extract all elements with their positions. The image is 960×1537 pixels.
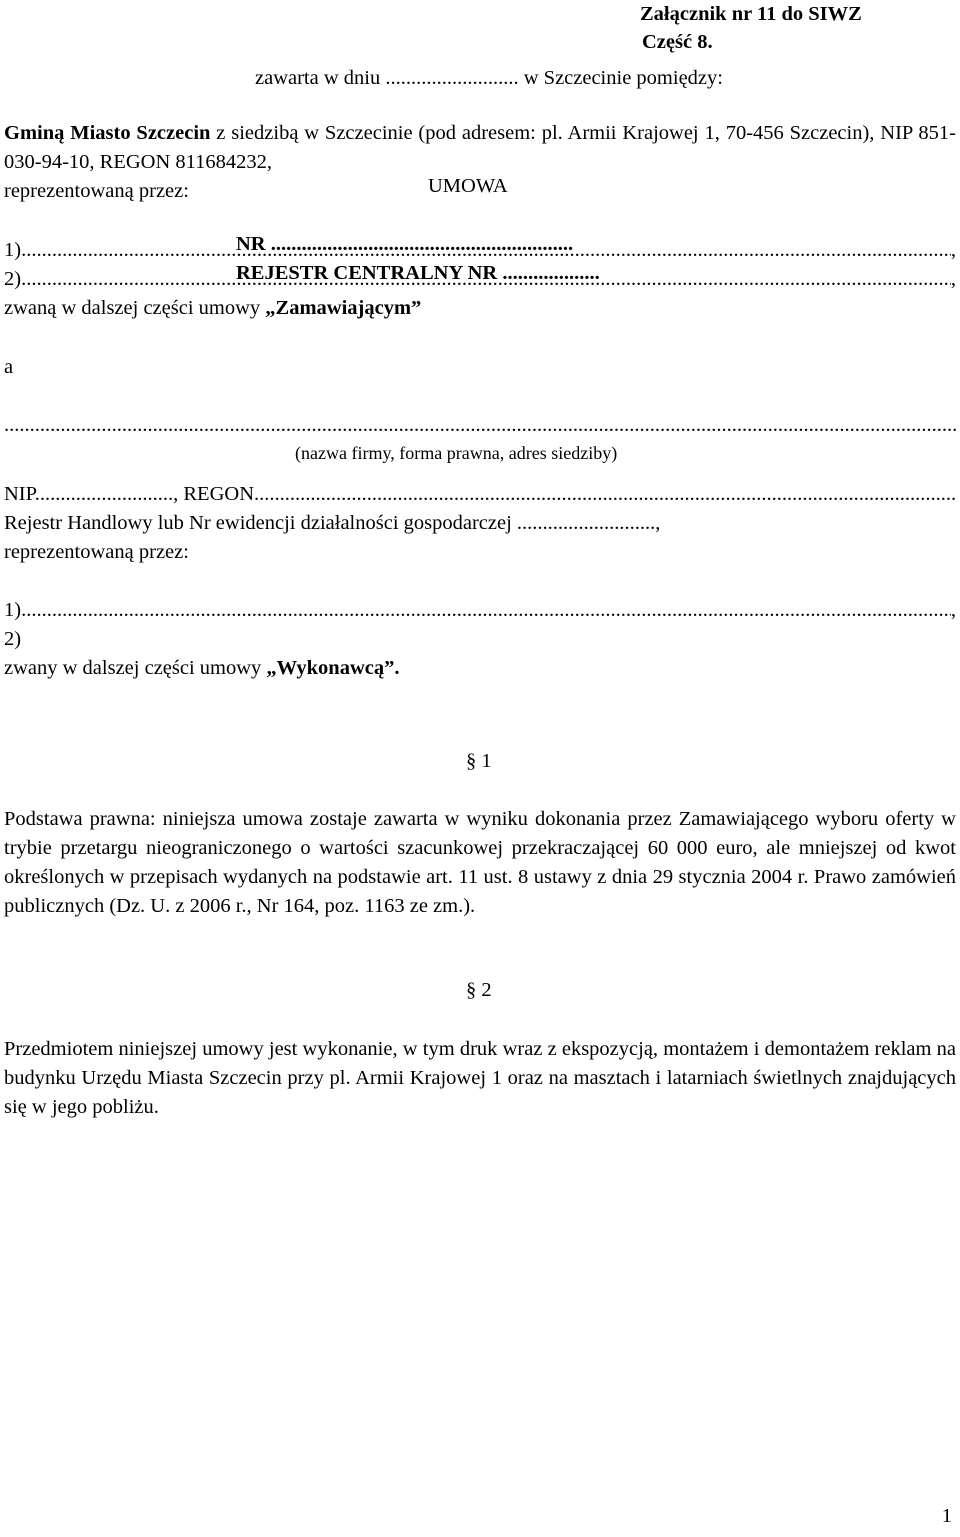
party2-rep1-line	[4, 596, 956, 625]
attachment-line-1: Załącznik nr 11 do SIWZ	[640, 3, 862, 25]
page-number: 1	[941, 1505, 952, 1527]
party2-rep1-lead: 1)	[4, 599, 22, 621]
party1-description	[4, 119, 956, 177]
party1-role-line	[4, 294, 956, 323]
party1-role-lead: zwaną w dalszej części umowy	[4, 297, 266, 319]
party1-rep1-line	[4, 236, 956, 265]
central-registry-line: REJESTR CENTRALNY NR ...................	[236, 262, 600, 284]
party2-nip-regon-lead: NIP..........................., REGON	[4, 483, 254, 505]
conjunction: a	[4, 356, 14, 378]
party2-registry-tail: ,	[655, 512, 661, 534]
party1-role: „Zamawiającym”	[265, 297, 422, 319]
party1-rep2-line	[4, 265, 956, 294]
section-1-mark: § 1	[466, 750, 492, 772]
party1-name: Gminą Miasto Szczecin	[4, 122, 211, 144]
party2-regon-dots	[254, 480, 956, 509]
dated-dots: ..........................	[380, 67, 524, 89]
party2-role-line	[4, 654, 956, 683]
party2-registry-lead: Rejestr Handlowy lub Nr ewidencji działalności gospodarczej	[4, 512, 517, 534]
party1-rep2-dots	[21, 265, 951, 294]
party1-rep1-tail: ,	[950, 239, 956, 261]
party2-rep2-line: 2)	[4, 628, 22, 650]
contract-date-and-place-line	[255, 64, 723, 93]
party2-role: „Wykonawcą”.	[266, 657, 400, 679]
dated-tail: w Szczecinie pomiędzy:	[523, 67, 723, 89]
party1-represented: reprezentowaną przez:	[4, 180, 189, 202]
party2-name-caption: (nazwa firmy, forma prawna, adres siedziby)	[295, 443, 618, 463]
party2-represented: reprezentowaną przez:	[4, 541, 189, 563]
party1-rep1-dots	[21, 236, 951, 265]
attachment-line-2: Część 8.	[642, 31, 713, 53]
section-2-mark: § 2	[466, 979, 492, 1001]
contract-number-line: NR ...........................................................	[236, 233, 574, 255]
party2-name-line	[4, 411, 956, 440]
party2-rep1-dots	[21, 596, 951, 625]
party1-rep2-lead: 2)	[4, 268, 22, 290]
party2-registry-dots: ...........................	[516, 512, 656, 534]
party1-rep1-lead: 1)	[4, 239, 22, 261]
party2-nip-regon-line	[4, 480, 956, 509]
dated-lead: zawarta w dniu	[255, 67, 381, 89]
party2-rep1-tail: ,	[950, 599, 956, 621]
party2-name-dots	[4, 411, 956, 440]
party1-address: z siedzibą w Szczecinie (pod adresem: pl. Armii Krajowej 1, 70-456 Szczecin), NIP 851-030-94-10, REGON 811684232,	[4, 122, 956, 173]
party2-registry-line	[4, 509, 956, 538]
party1-rep2-tail: ,	[950, 268, 956, 290]
contract-title: UMOWA	[428, 175, 508, 197]
section-2-text: Przedmiotem niniejszej umowy jest wykonanie, w tym druk wraz z ekspozycją, montażem i demontażem reklam na budynku Urzędu Miasta Szczecin przy pl. Armii Krajowej 1 oraz na masztach i latarniach świetlnych znajdujących się w jego pobliżu.	[4, 1038, 956, 1118]
party2-role-lead: zwany w dalszej części umowy	[4, 657, 267, 679]
section-1-text: Podstawa prawna: niniejsza umowa zostaje zawarta w wyniku dokonania przez Zamawiającego wyboru oferty w trybie przetargu nieograniczonego o wartości szacunkowej przekraczającej 60 000 euro, ale mniejszej od kwot określonych w przepisach wydanych na podstawie art. 11 ust. 8 ustawy z dnia 29 stycznia 2004 r. Prawo zamówień publicznych (Dz. U. z 2006 r., Nr 164, poz. 1163 ze zm.).	[4, 808, 956, 917]
